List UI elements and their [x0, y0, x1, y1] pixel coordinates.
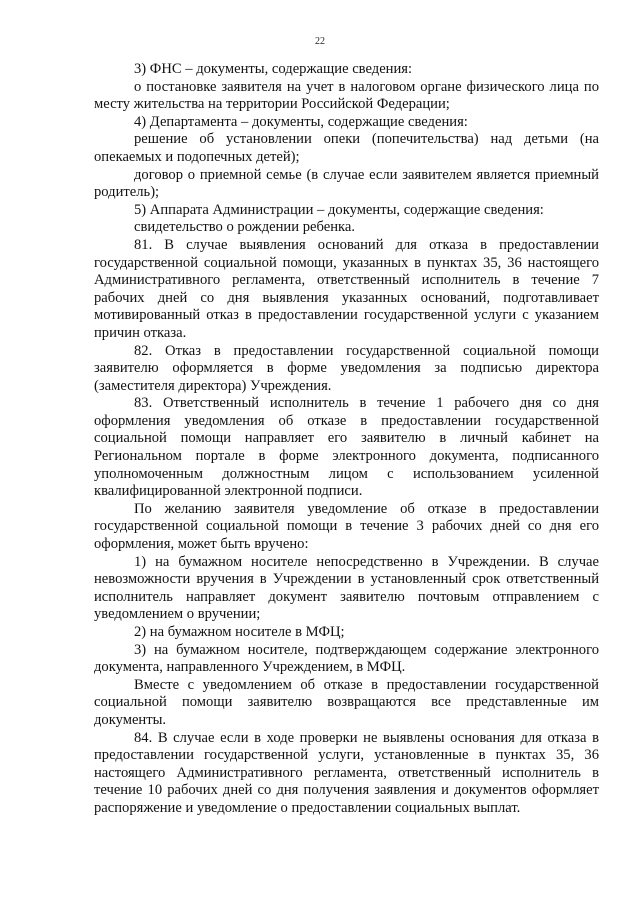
paragraph-administration-heading: 5) Аппарата Администрации – документы, содержащие сведения: — [134, 201, 544, 218]
paragraph-guardianship-decision: решение об установлении опеки (попечительства) над детьми (на опекаемых и подопечных детей); — [94, 131, 599, 165]
paragraph-birth-certificate: свидетельство о рождении ребенка. — [134, 219, 355, 236]
page-number: 22 — [315, 36, 325, 47]
paragraph-foster-family-contract: договор о приемной семье (в случае если заявителем является приемный родитель); — [94, 166, 599, 201]
paragraph-delivery-option-3: 3) на бумажном носителе, подтверждающем содержание электронного документа, направленного Учреждением, в МФЦ. — [94, 641, 599, 676]
paragraph-clause-82: 82. Отказ в предоставлении государственной социальной помощи заявителю оформляется в форме уведомления за подписью директора (заместителя директора) Учреждения. — [94, 342, 599, 394]
paragraph-documents-returned: Вместе с уведомлением об отказе в предоставлении государственной социальной помощи заявителю возвращаются все представленные им документы. — [94, 676, 599, 728]
paragraph-clause-84: 84. В случае если в ходе проверки не выявлены основания для отказа в предоставлении государственной услуги, установленные в пунктах 35, 36 настоящего Административного регламента, ответственный исполнитель в течение 10 рабочих дней со дня получения заявления и документов оформляет распоряжение и уведомление о предоставлении социальных выплат. — [94, 729, 599, 816]
paragraph-clause-83: 83. Ответственный исполнитель в течение 1 рабочего дня со дня оформления уведомления об отказе в предоставлении государственной социальной помощи направляет его заявителю в личный кабинет на Региональном портале в форме электронного документа, подписанного уполномоченным должностным лицом с использованием усиленной квалифицированной электронной подписи. — [94, 395, 599, 500]
paragraph-clause-81: 81. В случае выявления оснований для отказа в предоставлении государственной социальной помощи, указанных в пунктах 35, 36 настоящего Административного регламента, ответственный исполнитель в течение 7 рабочих дней со дня выявления указанных оснований, подготавливает мотивированный отказ в предоставлении государственной услуги с указанием причин отказа. — [94, 236, 599, 341]
paragraph-delivery-option-2: 2) на бумажном носителе в МФЦ; — [134, 624, 345, 640]
paragraph-delivery-options: По желанию заявителя уведомление об отказе в предоставлении государственной социальной помощи в течение 3 рабочих дней со дня его оформления, может быть вручено: — [94, 500, 599, 553]
document-body — [94, 61, 599, 818]
paragraph-department-heading: 4) Департамента – документы, содержащие сведения: — [134, 113, 468, 130]
paragraph-delivery-option-1: 1) на бумажном носителе непосредственно в Учреждении. В случае невозможности вручения в Учреждении в установленный срок ответственный исполнитель направляет документ заявителю почтовым отправлением с уведомлением о вручении; — [94, 553, 599, 623]
paragraph-fns-heading: 3) ФНС – документы, содержащие сведения: — [134, 61, 413, 77]
paragraph-fns-tax-registration: о постановке заявителя на учет в налоговом органе физического лица по месту жительства на территории Российской Федерации; — [94, 78, 599, 113]
